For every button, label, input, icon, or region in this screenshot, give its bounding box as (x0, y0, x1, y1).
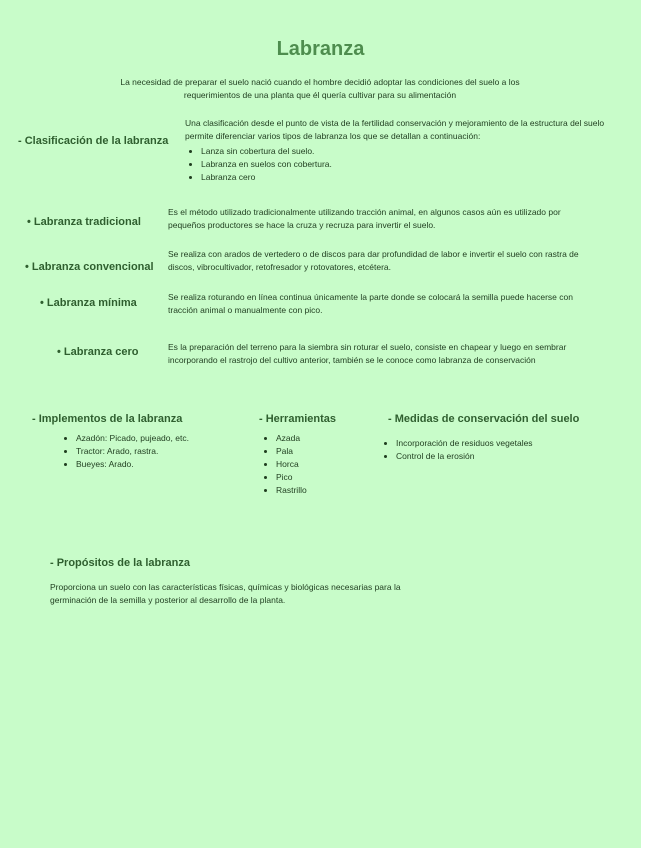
list-item: • Azadón: Picado, pujeado, etc. (76, 432, 196, 445)
tradicional-text: Es el método utilizado tradicionalmente utilizando tracción animal, en algunos casos aún es utilizado por pequeños productores se hace la cruza y recruza para invertir el suelo. (168, 207, 561, 230)
tradicional-heading-label: Labranza tradicional (33, 216, 141, 228)
list-item: • Control de la erosión (396, 450, 596, 463)
cero-heading-label: Labranza cero (63, 346, 139, 358)
herramientas-heading: - Herramientas (259, 413, 337, 425)
convencional-heading-label: Labranza convencional (31, 261, 154, 273)
list-item: • Labranza en suelos con cobertura. (201, 158, 605, 171)
list-item: • Tractor: Arado, rastra. (76, 445, 196, 458)
minima-heading (40, 297, 137, 309)
list-item: • Pico (276, 471, 376, 484)
list-item: • Pala (276, 445, 376, 458)
cero-heading (57, 346, 139, 358)
tradicional-heading (27, 216, 141, 228)
list-item: • Lanza sin cobertura del suelo. (201, 145, 605, 158)
clasificacion-list (185, 145, 605, 184)
medidas-list (380, 437, 596, 463)
list-item: • Labranza cero (201, 171, 605, 184)
list-item: • Azada (276, 432, 376, 445)
minima-heading-label: Labranza mínima (46, 297, 137, 309)
clasificacion-block (185, 117, 605, 184)
implementos-list (60, 432, 196, 471)
herramientas-list (260, 432, 376, 497)
implementos-heading: - Implementos de la labranza (32, 413, 183, 425)
list-item: • Bueyes: Arado. (76, 458, 196, 471)
cero-text: Es la preparación del terreno para la siembra sin roturar el suelo, consiste en chapear y luego en sembrar incorporando el rastrojo del cultivo anterior, también se le conoce como labranza de conservación (168, 342, 567, 365)
list-item: • Horca (276, 458, 376, 471)
medidas-heading: - Medidas de conservación del suelo (388, 413, 580, 425)
list-item: • Rastrillo (276, 484, 376, 497)
convencional-heading (25, 261, 154, 273)
clasificacion-text: Una clasificación desde el punto de vista de la fertilidad conservación y mejoramiento de la estructura del suelo permite diferenciar varios tipos de labranza los que se detallan a continuación: (185, 118, 605, 141)
minima-text: Se realiza roturando en línea continua únicamente la parte donde se colocará la semilla puede hacerse con tracción animal o manualmente con pico. (168, 292, 573, 315)
propositos-heading: - Propósitos de la labranza (50, 557, 190, 569)
list-item: • Incorporación de residuos vegetales (396, 437, 596, 450)
clasificacion-heading: - Clasificación de la labranza (18, 135, 169, 147)
convencional-text: Se realiza con arados de vertedero o de discos para dar profundidad de labor e invertir el suelo con rastra de discos, vibrocultivador, retofresador y rotovatores, etcétera. (168, 249, 579, 272)
intro-paragraph: La necesidad de preparar el suelo nació cuando el hombre decidió adoptar las condiciones del suelo a los requerimientos de una planta que él quería cultivar para su alimentación (120, 77, 520, 100)
propositos-text: Proporciona un suelo con las características físicas, químicas y biológicas necesarias para la germinación de la semilla y posterior al desarrollo de la planta. (50, 582, 401, 605)
page-title: Labranza (276, 38, 365, 60)
